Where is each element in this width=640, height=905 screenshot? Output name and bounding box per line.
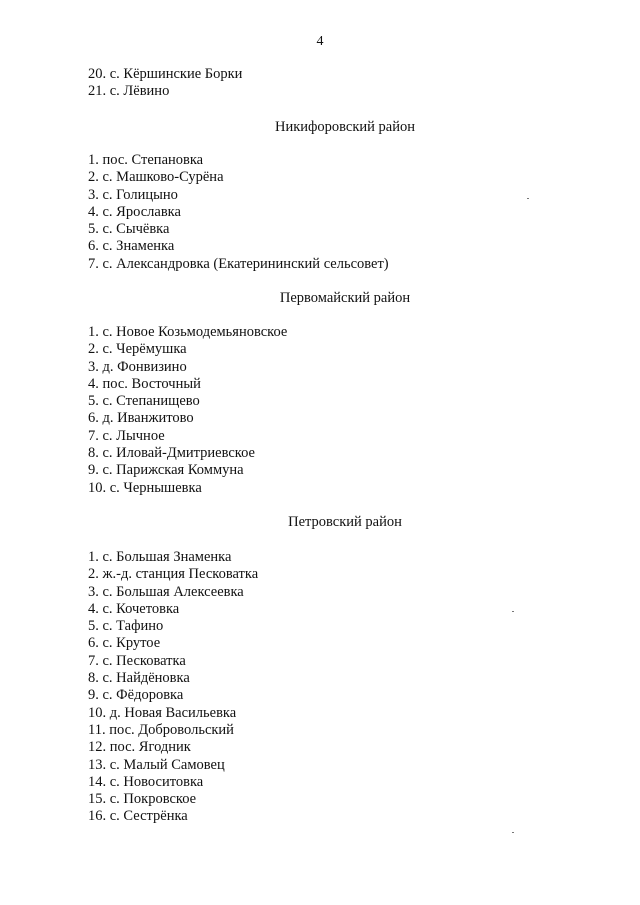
list-item: 5. с. Сычёвка: [88, 221, 170, 238]
list-item: 6. д. Иванжитово: [88, 410, 194, 427]
section-heading-petrovsky: Петровский район: [288, 514, 402, 530]
list-item: 3. д. Фонвизино: [88, 358, 187, 375]
scan-speck: [512, 832, 514, 833]
list-item: 12. пос. Ягодник: [88, 739, 191, 756]
list-item: 1. пос. Степановка: [88, 152, 204, 168]
list-item: 4. с. Кочетовка: [88, 600, 180, 617]
list-item: 9. с. Парижская Коммуна: [88, 462, 244, 479]
list-item: 11. пос. Добровольский: [88, 721, 234, 738]
list-item: 5. с. Степанищево: [88, 393, 200, 410]
list-item: 5. с. Тафино: [88, 618, 164, 635]
list-item: 13. с. Малый Самовец: [88, 756, 225, 773]
list-item: 2. с. Машково-Сурёна: [88, 169, 224, 186]
list-item: 6. с. Крутое: [88, 635, 161, 652]
list-item: 8. с. Иловай-Дмитриевское: [88, 445, 255, 462]
continued-list: [88, 66, 242, 101]
list-item: 2. с. Черёмушка: [88, 341, 187, 358]
list-item: 7. с. Песковатка: [88, 652, 186, 669]
page-number: 4: [316, 34, 324, 49]
list-item: 20. с. Кёршинские Борки: [88, 66, 243, 82]
list-item: 4. пос. Восточный: [88, 375, 201, 392]
section-heading-nikiforovsky: Никифоровский район: [274, 119, 416, 135]
scan-speck: [527, 198, 529, 199]
scan-speck: [512, 611, 514, 612]
list-item: 7. с. Лычное: [88, 427, 165, 444]
section-heading-pervomaisky: Первомайский район: [279, 290, 411, 306]
list-item: 16. с. Сестрёнка: [88, 808, 188, 825]
list-item: 3. с. Большая Алексеевка: [88, 583, 244, 600]
list-item: 15. с. Покровское: [88, 791, 197, 808]
list-item: 1. с. Большая Знаменка: [88, 549, 232, 565]
list-item: 2. ж.-д. станция Песковатка: [88, 566, 259, 583]
list-item: 9. с. Фёдоровка: [88, 687, 184, 704]
list-item: 6. с. Знаменка: [88, 238, 175, 255]
list-item: 3. с. Голицыно: [88, 186, 178, 203]
list-item: 10. с. Чернышевка: [88, 479, 202, 496]
list-item: 7. с. Александровка (Екатерининский сельсовет): [88, 255, 389, 272]
list-item: 10. д. Новая Васильевка: [88, 704, 237, 721]
list-item: 1. с. Новое Козьмодемьяновское: [88, 324, 288, 340]
list-item: 21. с. Лёвино: [88, 83, 170, 100]
settlement-list-nikiforovsky: [88, 152, 389, 273]
list-item: 14. с. Новоситовка: [88, 773, 204, 790]
settlement-list-pervomaisky: [88, 324, 287, 497]
list-item: 4. с. Ярославка: [88, 203, 181, 220]
list-item: 8. с. Найдёновка: [88, 670, 190, 687]
settlement-list-petrovsky: [88, 549, 258, 826]
